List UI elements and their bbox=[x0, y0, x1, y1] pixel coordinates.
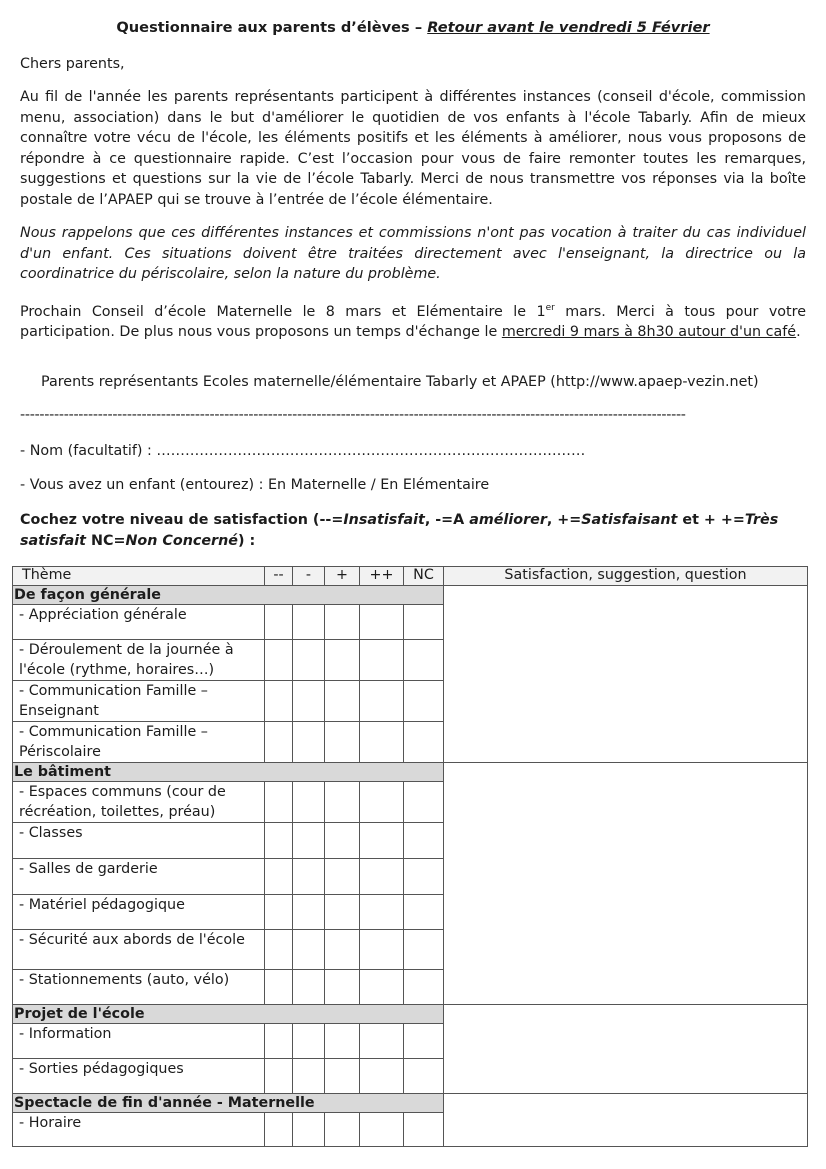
item-label: - Information bbox=[19, 1026, 112, 1042]
conseil-paragraph bbox=[20, 298, 806, 343]
nom-field[interactable]: - Nom (facultatif) : ……………………………………………………………………………… bbox=[20, 443, 586, 459]
checkbox-cell[interactable] bbox=[360, 640, 404, 681]
instr-f: , += bbox=[546, 512, 582, 528]
checkbox-cell[interactable] bbox=[404, 782, 444, 823]
instr-g: Satisfaisant bbox=[581, 512, 678, 528]
checkbox-cell[interactable] bbox=[404, 970, 444, 1005]
instr-a: Cochez votre niveau de satisfaction ( bbox=[20, 512, 320, 528]
checkbox-cell[interactable] bbox=[404, 895, 444, 930]
checkbox-cell[interactable] bbox=[325, 823, 360, 859]
conseil-end: . bbox=[796, 324, 801, 341]
item-label: - Communication Famille – Enseignant bbox=[19, 683, 208, 719]
table-header-row bbox=[13, 567, 808, 586]
instr-i: Très satisfait bbox=[20, 512, 779, 549]
comment-box-spectacle[interactable] bbox=[444, 1094, 808, 1147]
checkbox-cell[interactable] bbox=[265, 640, 293, 681]
instr-b: --= bbox=[319, 512, 344, 528]
checkbox-cell[interactable] bbox=[360, 681, 404, 722]
checkbox-cell[interactable] bbox=[404, 681, 444, 722]
checkbox-cell[interactable] bbox=[360, 930, 404, 970]
checkbox-cell[interactable] bbox=[293, 640, 325, 681]
checkbox-cell[interactable] bbox=[404, 605, 444, 640]
satisfaction-table bbox=[12, 566, 808, 1147]
checkbox-cell[interactable] bbox=[293, 1059, 325, 1094]
col-header-not-concerned: NC bbox=[404, 567, 444, 586]
instr-l: ) : bbox=[237, 533, 256, 549]
checkbox-cell[interactable] bbox=[325, 681, 360, 722]
checkbox-cell[interactable] bbox=[265, 823, 293, 859]
cut-line: ----------------------------------------------------------------------------------------------------------------------------------------- bbox=[20, 407, 686, 423]
instr-k: Non Concerné bbox=[125, 533, 238, 549]
cafe-meeting-date: mercredi 9 mars à 8h30 autour d'un café bbox=[501, 324, 797, 341]
instr-e: améliorer bbox=[469, 512, 547, 528]
checkbox-cell[interactable] bbox=[360, 1024, 404, 1059]
col-header-to-improve: - bbox=[293, 567, 325, 586]
checkbox-cell[interactable] bbox=[404, 1024, 444, 1059]
title-separator: – bbox=[414, 19, 423, 36]
checkbox-cell[interactable] bbox=[360, 782, 404, 823]
comment-box-batiment[interactable] bbox=[444, 763, 808, 1005]
item-label: - Salles de garderie bbox=[19, 861, 158, 877]
satisfaction-instructions bbox=[20, 510, 810, 552]
checkbox-cell[interactable] bbox=[265, 782, 293, 823]
section-title-spectacle: Spectacle de fin d'année - Maternelle bbox=[13, 1094, 444, 1113]
section-title-projet: Projet de l'école bbox=[13, 1005, 444, 1024]
checkbox-cell[interactable] bbox=[293, 1113, 325, 1147]
checkbox-cell[interactable] bbox=[404, 1113, 444, 1147]
instr-d: , -=A bbox=[424, 512, 470, 528]
section-row bbox=[13, 1094, 808, 1113]
checkbox-cell[interactable] bbox=[325, 1024, 360, 1059]
col-header-very-unsatisfied: -- bbox=[265, 567, 293, 586]
col-header-very-satisfied: ++ bbox=[360, 567, 404, 586]
checkbox-cell[interactable] bbox=[293, 722, 325, 763]
checkbox-cell[interactable] bbox=[404, 722, 444, 763]
conseil-text-2: mars. Merci à tous pour votre participation. De plus nous vous proposons un temps d'échange le bbox=[20, 303, 806, 341]
checkbox-cell[interactable] bbox=[293, 823, 325, 859]
checkbox-cell[interactable] bbox=[325, 970, 360, 1005]
checkbox-cell[interactable] bbox=[265, 1024, 293, 1059]
checkbox-cell[interactable] bbox=[265, 722, 293, 763]
item-label: - Espaces communs (cour de récréation, toilettes, préau) bbox=[19, 784, 226, 820]
checkbox-cell[interactable] bbox=[293, 930, 325, 970]
checkbox-cell[interactable] bbox=[360, 1059, 404, 1094]
intro-paragraph: Au fil de l'année les parents représentants participent à différentes instances (conseil d'école, commission menu, association) dans le but d'améliorer le quotidien de vos enfants à l'école Tabarly. Afin de mieux connaître votre vécu de l'école, les éléments positifs et les éléments à améliorer, nous vous proposons de répondre à ce questionnaire rapide. C’est l’occasion pour vous de faire remonter toutes les remarques, suggestions et questions sur la vie de l’école Tabarly. Merci de nous transmettre vos réponses via la boîte postale de l’APAEP qui se trouve à l’entrée de l’école élémentaire. bbox=[20, 89, 806, 208]
checkbox-cell[interactable] bbox=[293, 895, 325, 930]
checkbox-cell[interactable] bbox=[265, 970, 293, 1005]
item-label: - Stationnements (auto, vélo) bbox=[19, 972, 230, 988]
checkbox-cell[interactable] bbox=[404, 859, 444, 895]
checkbox-cell[interactable] bbox=[360, 895, 404, 930]
item-label: - Sorties pédagogiques bbox=[19, 1061, 184, 1077]
checkbox-cell[interactable] bbox=[293, 1024, 325, 1059]
item-label: - Horaire bbox=[19, 1115, 82, 1131]
checkbox-cell[interactable] bbox=[325, 1113, 360, 1147]
col-header-comments: Satisfaction, suggestion, question bbox=[444, 567, 808, 586]
checkbox-cell[interactable] bbox=[360, 605, 404, 640]
checkbox-cell[interactable] bbox=[325, 1059, 360, 1094]
checkbox-cell[interactable] bbox=[293, 681, 325, 722]
enfant-field[interactable]: - Vous avez un enfant (entourez) : En Maternelle / En Elémentaire bbox=[20, 477, 490, 493]
comment-box-projet[interactable] bbox=[444, 1005, 808, 1094]
checkbox-cell[interactable] bbox=[265, 1059, 293, 1094]
checkbox-cell[interactable] bbox=[325, 930, 360, 970]
item-label: - Déroulement de la journée à l'école (rythme, horaires…) bbox=[19, 642, 234, 678]
checkbox-cell[interactable] bbox=[360, 823, 404, 859]
checkbox-cell[interactable] bbox=[404, 640, 444, 681]
conseil-text-1: Prochain Conseil d’école Maternelle le 8 mars et Elémentaire le 1 bbox=[20, 303, 546, 320]
title-retour: Retour avant le vendredi 5 Février bbox=[427, 19, 710, 36]
comment-box-generale[interactable] bbox=[444, 586, 808, 763]
item-label: - Appréciation générale bbox=[19, 607, 187, 623]
section-row bbox=[13, 1005, 808, 1024]
checkbox-cell[interactable] bbox=[325, 722, 360, 763]
checkbox-cell[interactable] bbox=[265, 895, 293, 930]
checkbox-cell[interactable] bbox=[360, 1113, 404, 1147]
item-label: - Classes bbox=[19, 825, 83, 841]
title-main: Questionnaire aux parents d’élèves bbox=[116, 19, 410, 36]
col-header-satisfied: + bbox=[325, 567, 360, 586]
item-label: - Sécurité aux abords de l'école bbox=[19, 932, 245, 948]
checkbox-cell[interactable] bbox=[325, 859, 360, 895]
signature: Parents représentants Ecoles maternelle/élémentaire Tabarly et APAEP (http://www.apaep-vezin.net) bbox=[41, 374, 759, 390]
checkbox-cell[interactable] bbox=[404, 1059, 444, 1094]
checkbox-cell[interactable] bbox=[265, 681, 293, 722]
checkbox-cell[interactable] bbox=[325, 605, 360, 640]
checkbox-cell[interactable] bbox=[325, 782, 360, 823]
document-title bbox=[0, 19, 826, 36]
checkbox-cell[interactable] bbox=[360, 970, 404, 1005]
checkbox-cell[interactable] bbox=[325, 640, 360, 681]
reminder-paragraph: Nous rappelons que ces différentes instances et commissions n'ont pas vocation à traiter du cas individuel d'un enfant. Ces situations doivent être traitées directement avec l'enseignant, la directrice ou la coordinatrice du périscolaire, selon la nature du problème. bbox=[20, 225, 806, 282]
checkbox-cell[interactable] bbox=[360, 722, 404, 763]
section-row bbox=[13, 586, 808, 605]
checkbox-cell[interactable] bbox=[293, 859, 325, 895]
item-label: - Communication Famille – Périscolaire bbox=[19, 724, 208, 760]
checkbox-cell[interactable] bbox=[293, 970, 325, 1005]
checkbox-cell[interactable] bbox=[404, 930, 444, 970]
checkbox-cell[interactable] bbox=[360, 859, 404, 895]
section-row bbox=[13, 763, 808, 782]
instr-c: Insatisfait bbox=[343, 512, 425, 528]
checkbox-cell[interactable] bbox=[265, 1113, 293, 1147]
checkbox-cell[interactable] bbox=[404, 823, 444, 859]
checkbox-cell[interactable] bbox=[265, 930, 293, 970]
section-title-batiment: Le bâtiment bbox=[13, 763, 444, 782]
checkbox-cell[interactable] bbox=[325, 895, 360, 930]
section-title-generale: De façon générale bbox=[13, 586, 444, 605]
instr-j: NC= bbox=[86, 533, 126, 549]
checkbox-cell[interactable] bbox=[265, 605, 293, 640]
checkbox-cell[interactable] bbox=[293, 605, 325, 640]
conseil-sup: er bbox=[545, 303, 555, 313]
col-header-theme: Thème bbox=[13, 567, 265, 586]
greeting: Chers parents, bbox=[20, 56, 125, 72]
checkbox-cell[interactable] bbox=[265, 859, 293, 895]
item-label: - Matériel pédagogique bbox=[19, 897, 185, 913]
checkbox-cell[interactable] bbox=[293, 782, 325, 823]
instr-h: et + += bbox=[677, 512, 745, 528]
